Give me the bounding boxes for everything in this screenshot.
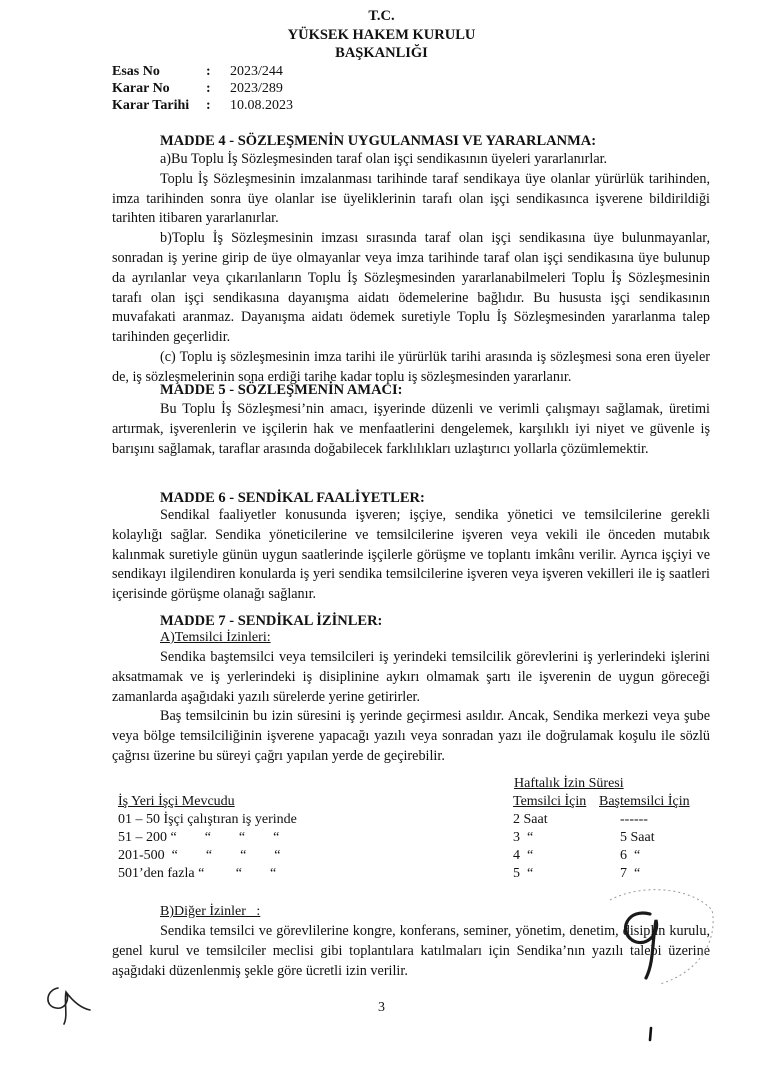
meta-esas-no: [112, 64, 372, 80]
table-header-chief-representative: Baştemsilci İçin: [599, 794, 690, 809]
header-institution: YÜKSEK HAKEM KURULU: [287, 27, 476, 43]
table-header-workforce: İş Yeri İşçi Mevcudu: [118, 794, 235, 809]
madde5-body: [112, 400, 710, 459]
table-row-3-rep: 4 “: [513, 848, 534, 863]
table-row-4-workforce: 501’den fazla “ “ “: [118, 866, 277, 881]
subheading-temsilci-izinleri: A)Temsilci İzinleri:: [160, 630, 271, 645]
meta-karar-tarihi: [112, 98, 372, 114]
meta-sep: :: [206, 98, 211, 113]
madde7-para-3: Sendika temsilci ve görevlilerine kongre, konferans, seminer, yönetim, denetim, disiplin kurulu, genel kurul ve temsilciler meclisi gibi toplantılara katılmaları için Sendika’nın yazılı talebi üzerine aşağıdaki düzenlenmiş şekle göre ücretli izin verilir.: [112, 923, 710, 979]
madde6-title: MADDE 6 - SENDİKAL FAALİYETLER:: [160, 490, 425, 506]
ink-mark: [645, 1025, 657, 1045]
table-row-2-rep: 3 “: [513, 830, 534, 845]
weekly-leave-header: Haftalık İzin Süresi: [514, 776, 624, 791]
madde7-title: MADDE 7 - SENDİKAL İZİNLER:: [160, 613, 383, 629]
madde4-title: MADDE 4 - SÖZLEŞMENİN UYGULANMASI VE YARARLANMA:: [160, 133, 597, 149]
madde4-para-b: b)Toplu İş Sözleşmesinin imzası sırasında taraf olan işçi sendikasına üye bulunmayanlar, sonradan iş yerine girip de üye olmayanlar veya imza tarihinde taraf olan işçi sendikasına üye bulunup da ayrılanlar veya çıkarılanların Toplu İş Sözleşmesinden yararlanabilmeleri Toplu İş Sözleşmesinin tarafı olan işçi sendikasına dayanışma aidatı ödemelerine bağlıdır. Bu hususta işçi sendikasının muvafakati aranmaz. Dayanışma aidatı ödemek suretiyle Toplu İş Sözleşmesinden yararlanma talep tarihinden geçerlidir.: [112, 230, 710, 346]
table-row-2-chief: 5 Saat: [620, 830, 655, 845]
table-row-1-rep: 2 Saat: [513, 812, 548, 827]
madde7-para-2: Baş temsilcinin bu izin süresini iş yerinde geçirmesi asıldır. Ancak, Sendika merkezi veya şube veya bölge temsilciliğinin işverene yapacağı yazılı veya sonradan yazı ile doğrulamak koşulu ile sözlü çağrısı üzerine bu süreyi çağrı yapılan yerde de geçirebilir.: [112, 708, 710, 764]
madde7-body-a: [112, 648, 710, 767]
meta-value: 2023/289: [230, 81, 283, 96]
table-row-3-chief: 6 “: [620, 848, 641, 863]
handwritten-signature-right: [580, 880, 720, 990]
table-row-1-chief: ------: [620, 812, 648, 827]
madde7-sub-b: [160, 904, 260, 920]
madde5-para: Bu Toplu İş Sözleşmesi’nin amacı, işyerinde düzenli ve verimli çalışmayı sağlamak, üretimi artırmak, işverenlerin ve işçilerin hak ve menfaatlerini dengelemek, karşılıklı iyi niyet ve güvenle iş barışını sağlamak, taraflar arasında doğabilecek farklılıkları uzlaştırıcı yollarla çözümlemektir.: [112, 401, 710, 457]
table-row-4-chief: 7 “: [620, 866, 641, 881]
table-row-4-rep: 5 “: [513, 866, 534, 881]
madde4-para-c: (c) Toplu iş sözleşmesinin imza tarihi ile yürürlük tarihi arasında iş sözleşmesi sona eren üyeler de, iş sözleşmelerinin sona erdiği tarihe kadar toplu iş sözleşmesinden yararlanır.: [112, 348, 710, 385]
madde4-para-a: a)Bu Toplu İş Sözleşmesinden taraf olan işçi sendikasının üyeleri yararlanırlar.: [160, 151, 608, 167]
table-row-1-workforce: 01 – 50 İşçi çalıştıran iş yerinde: [118, 812, 297, 827]
madde6-para: Sendikal faaliyetler konusunda işveren; işçiye, sendika yönetici ve temsilcilerine gerekli kolaylığı sağlar. Sendika yöneticilerine ve temsilcilerine işveren veya vekili ile önceden mutabık kalınmak suretiyle günün uygun saatlerinde işçilerle görüşme ve toplantı imkânı verilir. Ayrıca işçiyi ve sendikayı ilgilendiren konularda iş yeri sendika temsilcilerine işveren veya işveren vekilleri ile iş saatleri içerisinde görüşme olanağı sağlanır.: [112, 507, 710, 603]
madde6-body: [112, 506, 710, 605]
madde7-para-1: Sendika baştemsilci veya temsilcileri iş yerindeki temsilcilik görevlerini iş yerlerindeki işlerini aksatmamak ve iş yerlerindeki iş disiplinine aykırı olmamak şartı ile işverenin de uygun göreceği zamanlarda aşağıdaki yazılı sürelerde yerine getirirler.: [112, 649, 710, 705]
header-presidency: BAŞKANLIĞI: [335, 45, 428, 61]
subheading-diger-izinler: B)Diğer İzinler :: [160, 904, 261, 919]
madde4-para-a2: Toplu İş Sözleşmesinin imzalanması tarihinde taraf sendikaya üye olanlar yürürlük tarihinden, imza tarihinden sonra üye olanlar ise üyeliklerinin tarafı olan işçi sendikasınca işverene bildirildiği tarihten itibaren yararlanırlar.: [112, 170, 710, 227]
table-row-3-workforce: 201-500 “ “ “ “: [118, 848, 281, 863]
table-row-2-workforce: 51 – 200 “ “ “ “: [118, 830, 280, 845]
header-tc: T.C.: [368, 8, 395, 24]
meta-value: 2023/244: [230, 64, 283, 79]
madde4-body: [112, 150, 710, 388]
page-number: 3: [378, 1000, 385, 1015]
meta-label: Karar Tarihi: [112, 98, 190, 113]
meta-label: Karar No: [112, 81, 170, 96]
meta-karar-no: [112, 81, 372, 97]
meta-sep: :: [206, 64, 211, 79]
madde5-title: MADDE 5 - SÖZLEŞMENİN AMACI:: [160, 382, 403, 398]
meta-value: 10.08.2023: [230, 98, 293, 113]
meta-label: Esas No: [112, 64, 160, 79]
madde7-sub-a: [160, 630, 271, 646]
meta-sep: :: [206, 81, 211, 96]
table-header-representative: Temsilci İçin: [513, 794, 587, 809]
